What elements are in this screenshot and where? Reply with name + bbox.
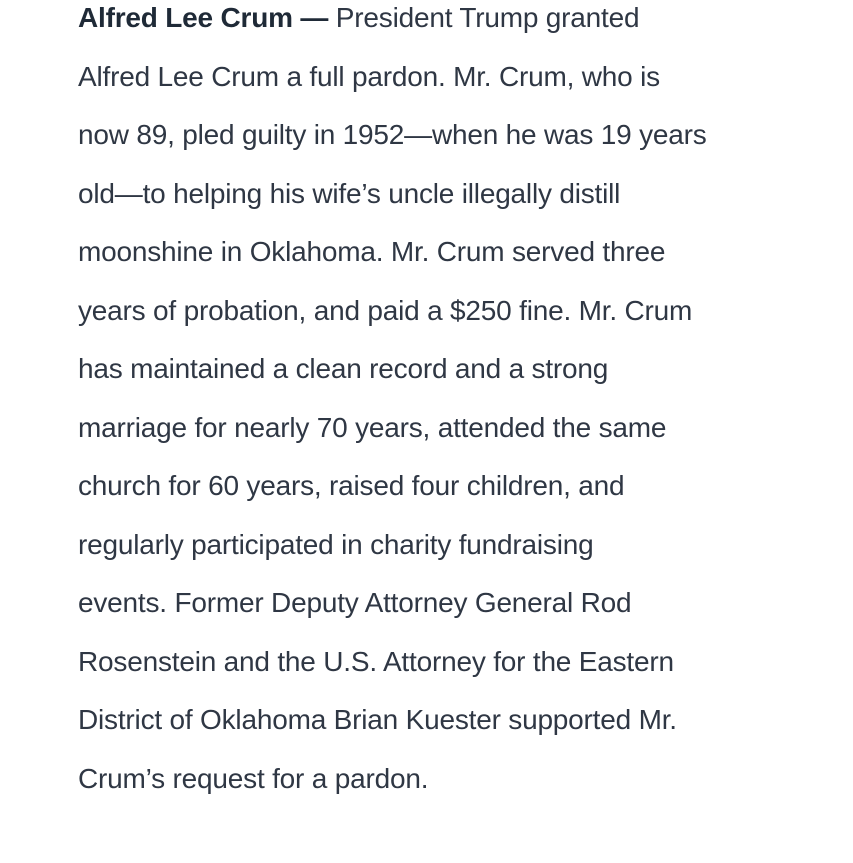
entry-line-2: Alfred Lee Crum a full pardon. Mr. Crum, who is: [78, 61, 660, 92]
entry-line-7: has maintained a clean record and a strong: [78, 353, 609, 384]
entry-line-3: now 89, pled guilty in 1952—when he was 19 years: [78, 119, 707, 150]
entry-line-8: marriage for nearly 70 years, attended the same: [78, 412, 667, 443]
entry-line-11: events. Former Deputy Attorney General Rod: [78, 587, 632, 618]
entry-line-9: church for 60 years, raised four children, and: [78, 470, 625, 501]
entry-line-1: President Trump granted: [335, 2, 640, 33]
entry-line-6: years of probation, and paid a $250 fine. Mr. Crum: [78, 295, 693, 326]
entry-line-12: Rosenstein and the U.S. Attorney for the Eastern: [78, 646, 674, 677]
entry-name: Alfred Lee Crum: [78, 2, 293, 33]
entry-line-4: old—to helping his wife’s uncle illegally distill: [78, 178, 621, 209]
entry-separator: —: [292, 2, 336, 33]
entry-line-5: moonshine in Oklahoma. Mr. Crum served three: [78, 236, 666, 267]
entry-line-14: Crum’s request for a pardon.: [78, 763, 429, 794]
entry-line-13: District of Oklahoma Brian Kuester supported Mr.: [78, 704, 677, 735]
entry-line-10: regularly participated in charity fundraising: [78, 529, 594, 560]
entry-first-line: [78, 0, 639, 36]
